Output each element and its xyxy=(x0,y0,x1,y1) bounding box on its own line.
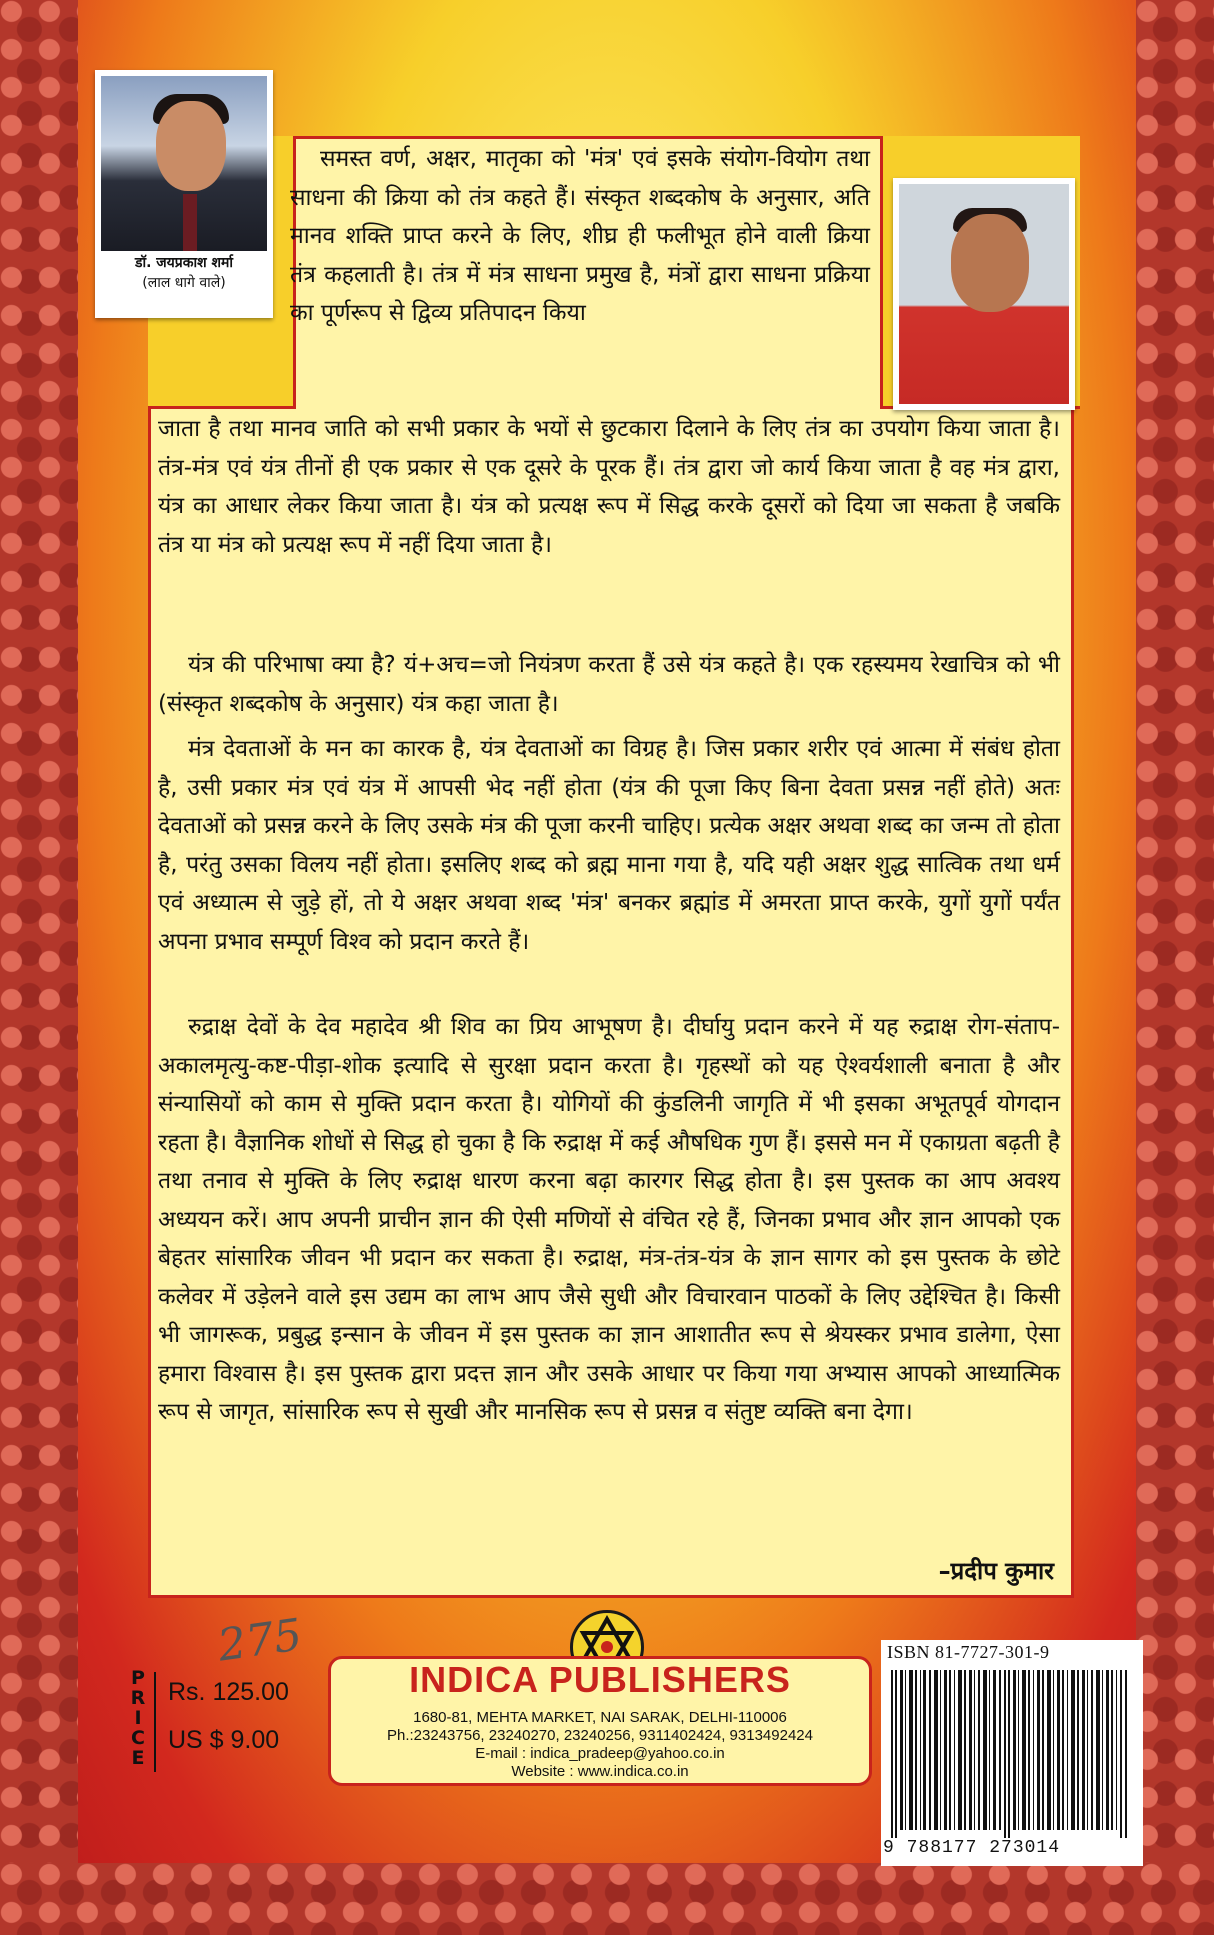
price-vertical-label: P R I C E xyxy=(130,1667,146,1769)
price-rupees: Rs. 125.00 xyxy=(168,1678,289,1706)
author-name-caption: डॉ. जयप्रकाश शर्मा xyxy=(134,255,234,271)
paragraph-2: जाता है तथा मानव जाति को सभी प्रकार के भयों से छुटकारा दिलाने के लिए तंत्र का उपयोग किया जाता है। तंत्र-मंत्र एवं यंत्र तीनों ही एक प्रकार से एक दूसरे के पूरक हैं। तंत्र द्वारा जो कार्य किया जाता है वह मंत्र द्वारा, यंत्र का आधार लेकर किया जाता है। यंत्र को प्रत्यक्ष रूप में सिद्ध करके दूसरों को दिया जा सकता है जबकि तंत्र या मंत्र को प्रत्यक्ष रूप में नहीं दिया जाता है। xyxy=(158,416,1060,558)
barcode-graphic xyxy=(891,1670,1129,1838)
author-portrait-2 xyxy=(899,184,1069,404)
paragraph-4: मंत्र देवताओं के मन का कारक है, यंत्र देवताओं का विग्रह है। जिस प्रकार शरीर एवं आत्मा में संबंध होता है, उसी प्रकार मंत्र एवं यंत्र में आपसी भेद नहीं होता (यंत्र की पूजा किए बिना देवता प्रसन्न नहीं होते) अतः देवताओं को प्रसन्न करने के लिए उसके मंत्र की पूजा करनी चाहिए। प्रत्येक अक्षर अथवा शब्द का जन्म तो होता है, परंतु उसका विलय नहीं होता। इसलिए शब्द को ब्रह्म माना गया है, यदि यही अक्षर शुद्ध सात्विक तथा धर्म एवं अध्यात्म से जुड़े हों, तो ये अक्षर अथवा शब्द 'मंत्र' बनकर ब्रह्मांड में अमरता प्राप्त करके, युगों युगों पर्यंत अपना प्रभाव सम्पूर्ण विश्व को प्रदान करते हैं। xyxy=(158,736,1060,955)
author-photo-2 xyxy=(893,178,1075,410)
publisher-website: Website : www.indica.co.in xyxy=(511,1763,689,1780)
price-block xyxy=(128,1668,328,1778)
publisher-name: INDICA PUBLISHERS xyxy=(409,1659,791,1700)
publisher-phone: Ph.:23243756, 23240270, 23240256, 9311402424, 9313492424 xyxy=(387,1727,813,1744)
handwritten-note: 275 xyxy=(214,1609,306,1672)
paragraph-1: समस्त वर्ण, अक्षर, मातृका को 'मंत्र' एवं इसके संयोग-वियोग तथा साधना की क्रिया को तंत्र कहते हैं। संस्कृत शब्दकोष के अनुसार, अति मानव शक्ति प्राप्त करने के लिए, शीघ्र ही फलीभूत होने वाली क्रिया तंत्र कहलाती है। तंत्र में मंत्र साधना प्रमुख है, मंत्रों द्वारा साधना प्रक्रिया का पूर्णरूप से द्विव्य प्रतिपादन किया xyxy=(290,146,870,326)
author-signature: –प्रदीप कुमार xyxy=(938,1557,1054,1585)
author-photo-1 xyxy=(95,70,273,318)
author-alias-caption: (लाल धागे वाले) xyxy=(142,275,226,291)
isbn-barcode-box xyxy=(881,1640,1143,1866)
barcode-number: 9 788177 273014 xyxy=(883,1838,1061,1858)
price-dollars: US $ 9.00 xyxy=(168,1726,280,1754)
paragraph-3: यंत्र की परिभाषा क्या है? यं+अच=जो नियंत्रण करता हैं उसे यंत्र कहते है। एक रहस्यमय रेखाचित्र को भी (संस्कृत शब्दकोष के अनुसार) यंत्र कहा जाता है। xyxy=(158,652,1060,717)
rudraksha-border-left xyxy=(0,0,78,1935)
paragraph-5: रुद्राक्ष देवों के देव महादेव श्री शिव का प्रिय आभूषण है। दीर्घायु प्रदान करने में यह रुद्राक्ष रोग-संताप-अकालमृत्यु-कष्ट-पीड़ा-शोक इत्यादि से सुरक्षा प्रदान करता है। गृहस्थों को यह ऐश्वर्यशाली बनाता है और संन्यासियों को काम से मुक्ति प्रदान करता है। योगियों की कुंडलिनी जागृति में भी इसका अभूतपूर्व योगदान रहता है। वैज्ञानिक शोधों से सिद्ध हो चुका है कि रुद्राक्ष में कई औषधिक गुण हैं। इससे मन में एकाग्रता बढ़ती है तथा तनाव से मुक्ति के लिए रुद्राक्ष धारण करना बढ़ा कारगर सिद्ध होता है। इस पुस्तक का आप अवश्य अध्ययन करें। आप अपनी प्राचीन ज्ञान की ऐसी मणियों से वंचित रहे हैं, जिनका प्रभाव और ज्ञान आपको एक बेहतर सांसारिक जीवन भी प्रदान कर सकता है। रुद्राक्ष, मंत्र-तंत्र-यंत्र के ज्ञान सागर को इस पुस्तक के छोटे कलेवर में उड़ेलने वाले इस उद्यम का लाभ आप जैसे सुधी और विचारवान पाठकों के लिए उद्देश्चित है। किसी भी जागरूक, प्रबुद्ध इन्सान के जीवन में इस पुस्तक का ज्ञान आशातीत रूप से श्रेयस्कर प्रभाव डालेगा, ऐसा हमारा विश्वास है। इस पुस्तक द्वारा प्रदत्त ज्ञान और उसके आधार पर किया गया अभ्यास आपको आध्यात्मिक रूप से जागृत, सांसारिक रूप से सुखी और मानसिक रूप से प्रसन्न व संतुष्ट व्यक्ति बना देगा। xyxy=(158,1014,1060,1425)
price-divider xyxy=(154,1672,156,1772)
rudraksha-border-bottom xyxy=(0,1863,1214,1935)
publisher-email: E-mail : indica_pradeep@yahoo.co.in xyxy=(475,1745,725,1762)
publisher-address: 1680-81, MEHTA MARKET, NAI SARAK, DELHI-110006 xyxy=(413,1709,787,1726)
isbn-label: ISBN 81-7727-301-9 xyxy=(887,1642,1050,1662)
rudraksha-border-right xyxy=(1136,0,1214,1935)
author-portrait-1 xyxy=(101,76,267,251)
publisher-block xyxy=(328,1656,872,1786)
